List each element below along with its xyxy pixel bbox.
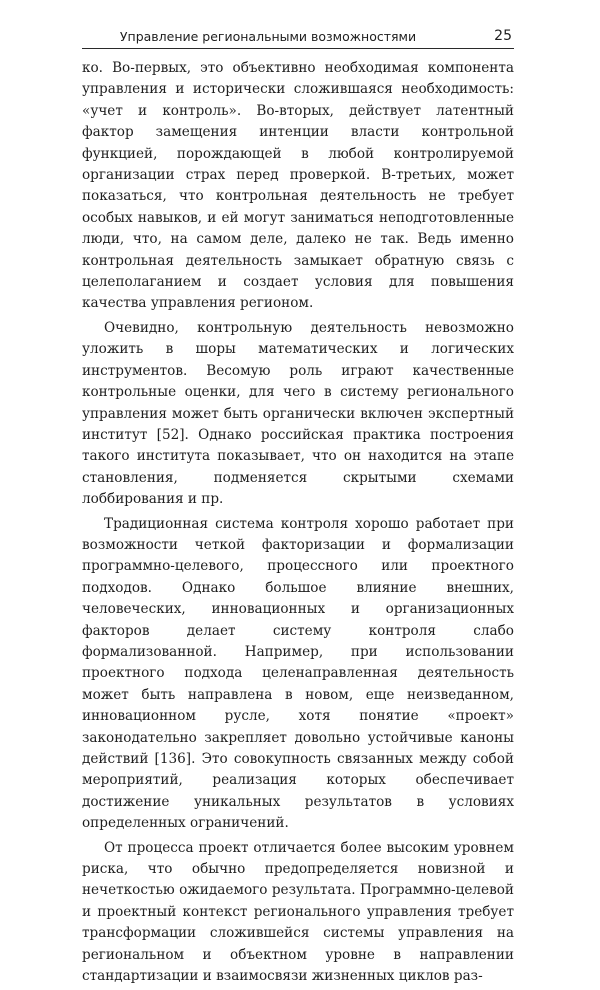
body-text — [82, 58, 514, 990]
header-title: Управление региональными возможностями — [119, 29, 417, 44]
paragraph-continuation: ко. Во-первых, это объективно необходимая компонента управления и исторически сложившаяся необходимость: «учет и контроль». Во-вторых, действует латентный фактор замещения интенции власти контрольной функцией, порождающей в любой контролируемой организации страх перед проверкой. В-третьих, может показаться, что контрольная деятельность не требует особых навыков, и ей могут заниматься неподготовленные люди, что, на самом деле, далеко не так. Ведь именно контрольная деятельность замыкает обратную связь с целеполаганием и создает условия для повышения качества управления регионом. — [82, 60, 514, 312]
page-number: 25 — [494, 28, 512, 44]
paragraph: Очевидно, контрольную деятельность невозможно уложить в шоры математических и логических инструментов. Весомую роль играют качественные контрольные оценки, для чего в систему регионального управления может быть органически включен экспертный институт [52]. Однако российская практика построения такого института показывает, что он находится на этапе становления, подменяется скрытыми схемами лоббирования и пр. — [82, 319, 514, 508]
running-header — [82, 26, 514, 49]
paragraph: От процесса проект отличается более высоким уровнем риска, что обычно предопределяется новизной и нечеткостью ожидаемого результата. Программно-целевой и проектный контекст регионального управления требует трансформации сложившейся системы управления на региональном и объектном уровне в направлении стандартизации и взаимосвязи жизненных циклов раз- — [82, 839, 514, 985]
paragraph: Традиционная система контроля хорошо работает при возможности четкой факторизации и формализации программно-целевого, процессного или проектного подходов. Однако большое влияние внешних, человеческих, инновационных и организационных факторов делает систему контроля слабо формализованной. Например, при использовании проектного подхода целенаправленная деятельность может быть направлена в новом, еще неизведанном, инновационном русле, хотя понятие «проект» законодательно закрепляет довольно устойчивые каноны действий [136]. Это совокупность связанных между собой мероприятий, реализация которых обеспечивает достижение уникальных результатов в условиях определенных ограничений. — [82, 515, 514, 832]
